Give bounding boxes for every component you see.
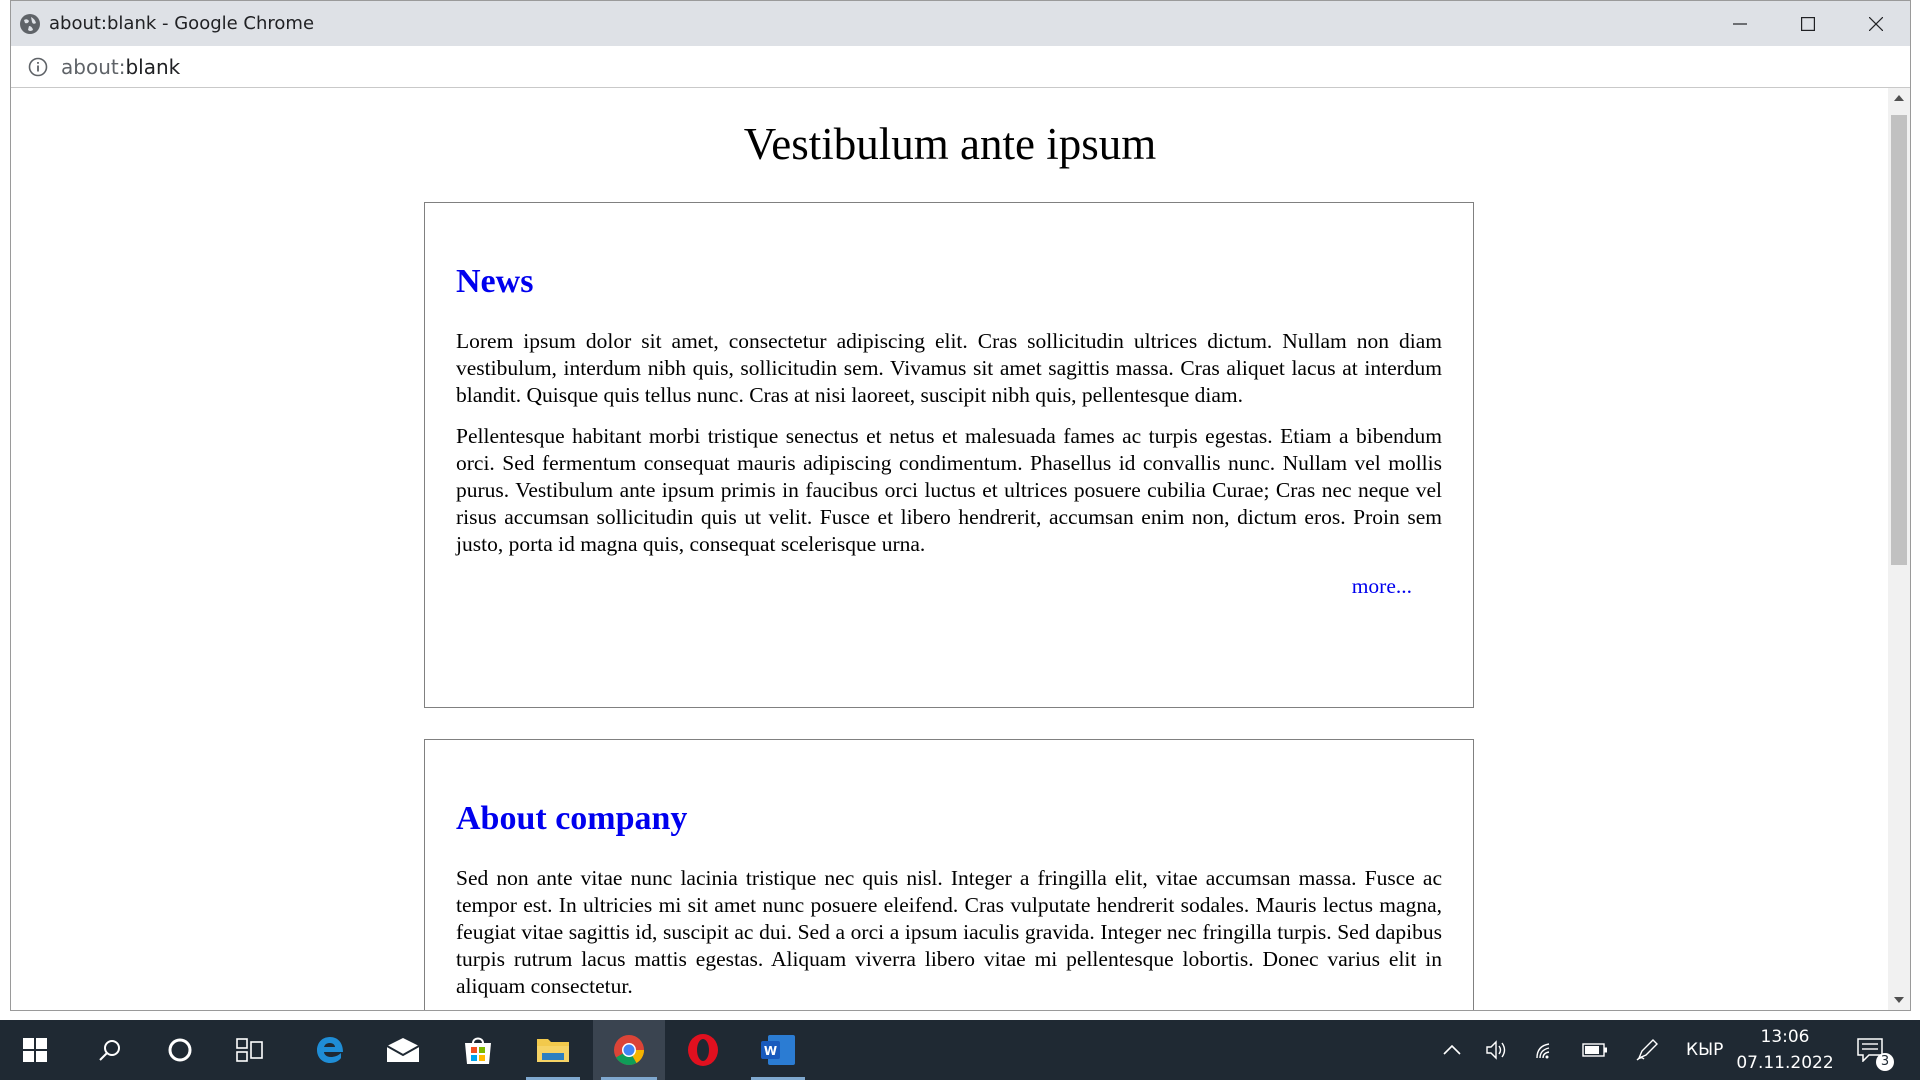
store-button[interactable]: [443, 1020, 513, 1080]
search-button[interactable]: [75, 1020, 145, 1080]
speaker-icon: [1485, 1040, 1509, 1060]
about-paragraph: Sed non ante vitae nunc lacinia tristique nec quis nisl. Integer a fringilla elit, vitae accumsan massa. Fusce ac tempor est. In ultricies mi sit amet nunc posuere eleifend. Cras vulputate hendrerit sodales. Mauris lectus magna, feugiat vitae sagittis id, suscipit ac dui. Sed a orci a ipsum iaculis gravida. Integer nec fringilla turpis. Sed dapibus turpis rutrum lacus mattis egestas. Aliquam viverra libero vitae mi pellentesque lobortis. Donec varius elit in aliquam consectetur.: [456, 866, 1442, 998]
action-center-button[interactable]: [1850, 1020, 1890, 1080]
title-bar[interactable]: [11, 1, 1910, 46]
scroll-down-arrow-icon[interactable]: [1888, 990, 1910, 1010]
about-company-section: [424, 739, 1474, 1010]
browser-window: [10, 0, 1911, 1011]
globe-icon: [19, 13, 41, 35]
word-icon: [760, 1034, 796, 1066]
cortana-icon: [167, 1037, 193, 1063]
chevron-up-icon: [1443, 1045, 1461, 1055]
page-title: Vestibulum ante ipsum: [743, 119, 1157, 169]
taskbar: [0, 1020, 1920, 1080]
battery-icon: [1582, 1043, 1608, 1057]
scroll-up-arrow-icon[interactable]: [1888, 88, 1910, 108]
edge-button[interactable]: [295, 1020, 365, 1080]
close-button[interactable]: [1842, 1, 1910, 46]
chrome-button[interactable]: [593, 1020, 665, 1080]
battery-button[interactable]: [1578, 1020, 1612, 1080]
scrollbar-thumb[interactable]: [1891, 115, 1907, 565]
maximize-icon: [1801, 17, 1815, 31]
task-view-icon: [236, 1038, 264, 1062]
info-icon[interactable]: [28, 57, 48, 77]
page-viewport: [11, 88, 1910, 1010]
mail-button[interactable]: [368, 1020, 438, 1080]
minimize-button[interactable]: [1706, 1, 1774, 46]
pen-button[interactable]: [1630, 1020, 1664, 1080]
news-paragraph: Lorem ipsum dolor sit amet, consectetur adipiscing elit. Cras sollicitudin ultrices dictum. Nullam non diam vestibulum, interdum nibh quis, sollicitudin sem. Vivamus sit amet sagittis massa. Cras aliquet lacus at interdum blandit. Quisque quis tellus nunc. Cras at nisi laoreet, suscipit nibh quis, pellentesque diam.: [456, 329, 1442, 407]
start-button[interactable]: [0, 1020, 70, 1080]
edge-icon: [314, 1034, 346, 1066]
show-hidden-icons-button[interactable]: [1435, 1020, 1469, 1080]
news-section: [424, 202, 1474, 708]
file-explorer-button[interactable]: [518, 1020, 588, 1080]
mail-icon: [386, 1037, 420, 1063]
pen-icon: [1635, 1038, 1659, 1062]
opera-icon: [686, 1033, 720, 1067]
section-heading-news: News: [456, 263, 534, 300]
url-text[interactable]: [61, 55, 180, 79]
clock-time[interactable]: 13:06: [1760, 1027, 1810, 1047]
windows-start-icon: [23, 1038, 47, 1062]
task-view-button[interactable]: [215, 1020, 285, 1080]
wifi-icon: [1535, 1040, 1559, 1060]
word-button[interactable]: [743, 1020, 813, 1080]
network-button[interactable]: [1530, 1020, 1564, 1080]
more-link[interactable]: more...: [1351, 574, 1412, 598]
desktop-background: [0, 1011, 1920, 1020]
window-title: about:blank - Google Chrome: [49, 13, 315, 34]
minimize-icon: [1733, 17, 1747, 31]
volume-button[interactable]: [1480, 1020, 1514, 1080]
cortana-button[interactable]: [145, 1020, 215, 1080]
maximize-button[interactable]: [1774, 1, 1842, 46]
file-explorer-icon: [536, 1036, 570, 1064]
svg-text:W: W: [763, 1044, 778, 1058]
url-host: blank: [125, 55, 181, 79]
address-bar[interactable]: [11, 46, 1910, 88]
language-indicator[interactable]: КЫР: [1686, 1040, 1724, 1060]
store-icon: [462, 1034, 494, 1066]
search-icon: [98, 1038, 122, 1062]
url-scheme: about:: [61, 55, 126, 79]
notification-count-badge: 3: [1876, 1053, 1894, 1071]
news-paragraph: Pellentesque habitant morbi tristique senectus et netus et malesuada fames ac turpis egestas. Etiam a bibendum orci. Sed fermentum consequat mauris adipiscing condimentum. Phasellus id convallis nunc. Nullam vel mollis purus. Vestibulum ante ipsum primis in faucibus orci luctus et ultrices posuere cubilia Curae; Cras nec neque vel risus accumsan sollicitudin quis ut velit. Fusce et libero hendrerit, accumsan enim non, dictum eros. Proin sem justo, porta id magna quis, consequat scelerisque urna.: [456, 424, 1442, 556]
clock-date[interactable]: 07.11.2022: [1736, 1053, 1834, 1073]
chrome-icon: [612, 1033, 646, 1067]
vertical-scrollbar[interactable]: [1888, 88, 1910, 1010]
opera-button[interactable]: [668, 1020, 738, 1080]
close-icon: [1869, 17, 1883, 31]
section-heading-about-company: About company: [456, 800, 688, 837]
